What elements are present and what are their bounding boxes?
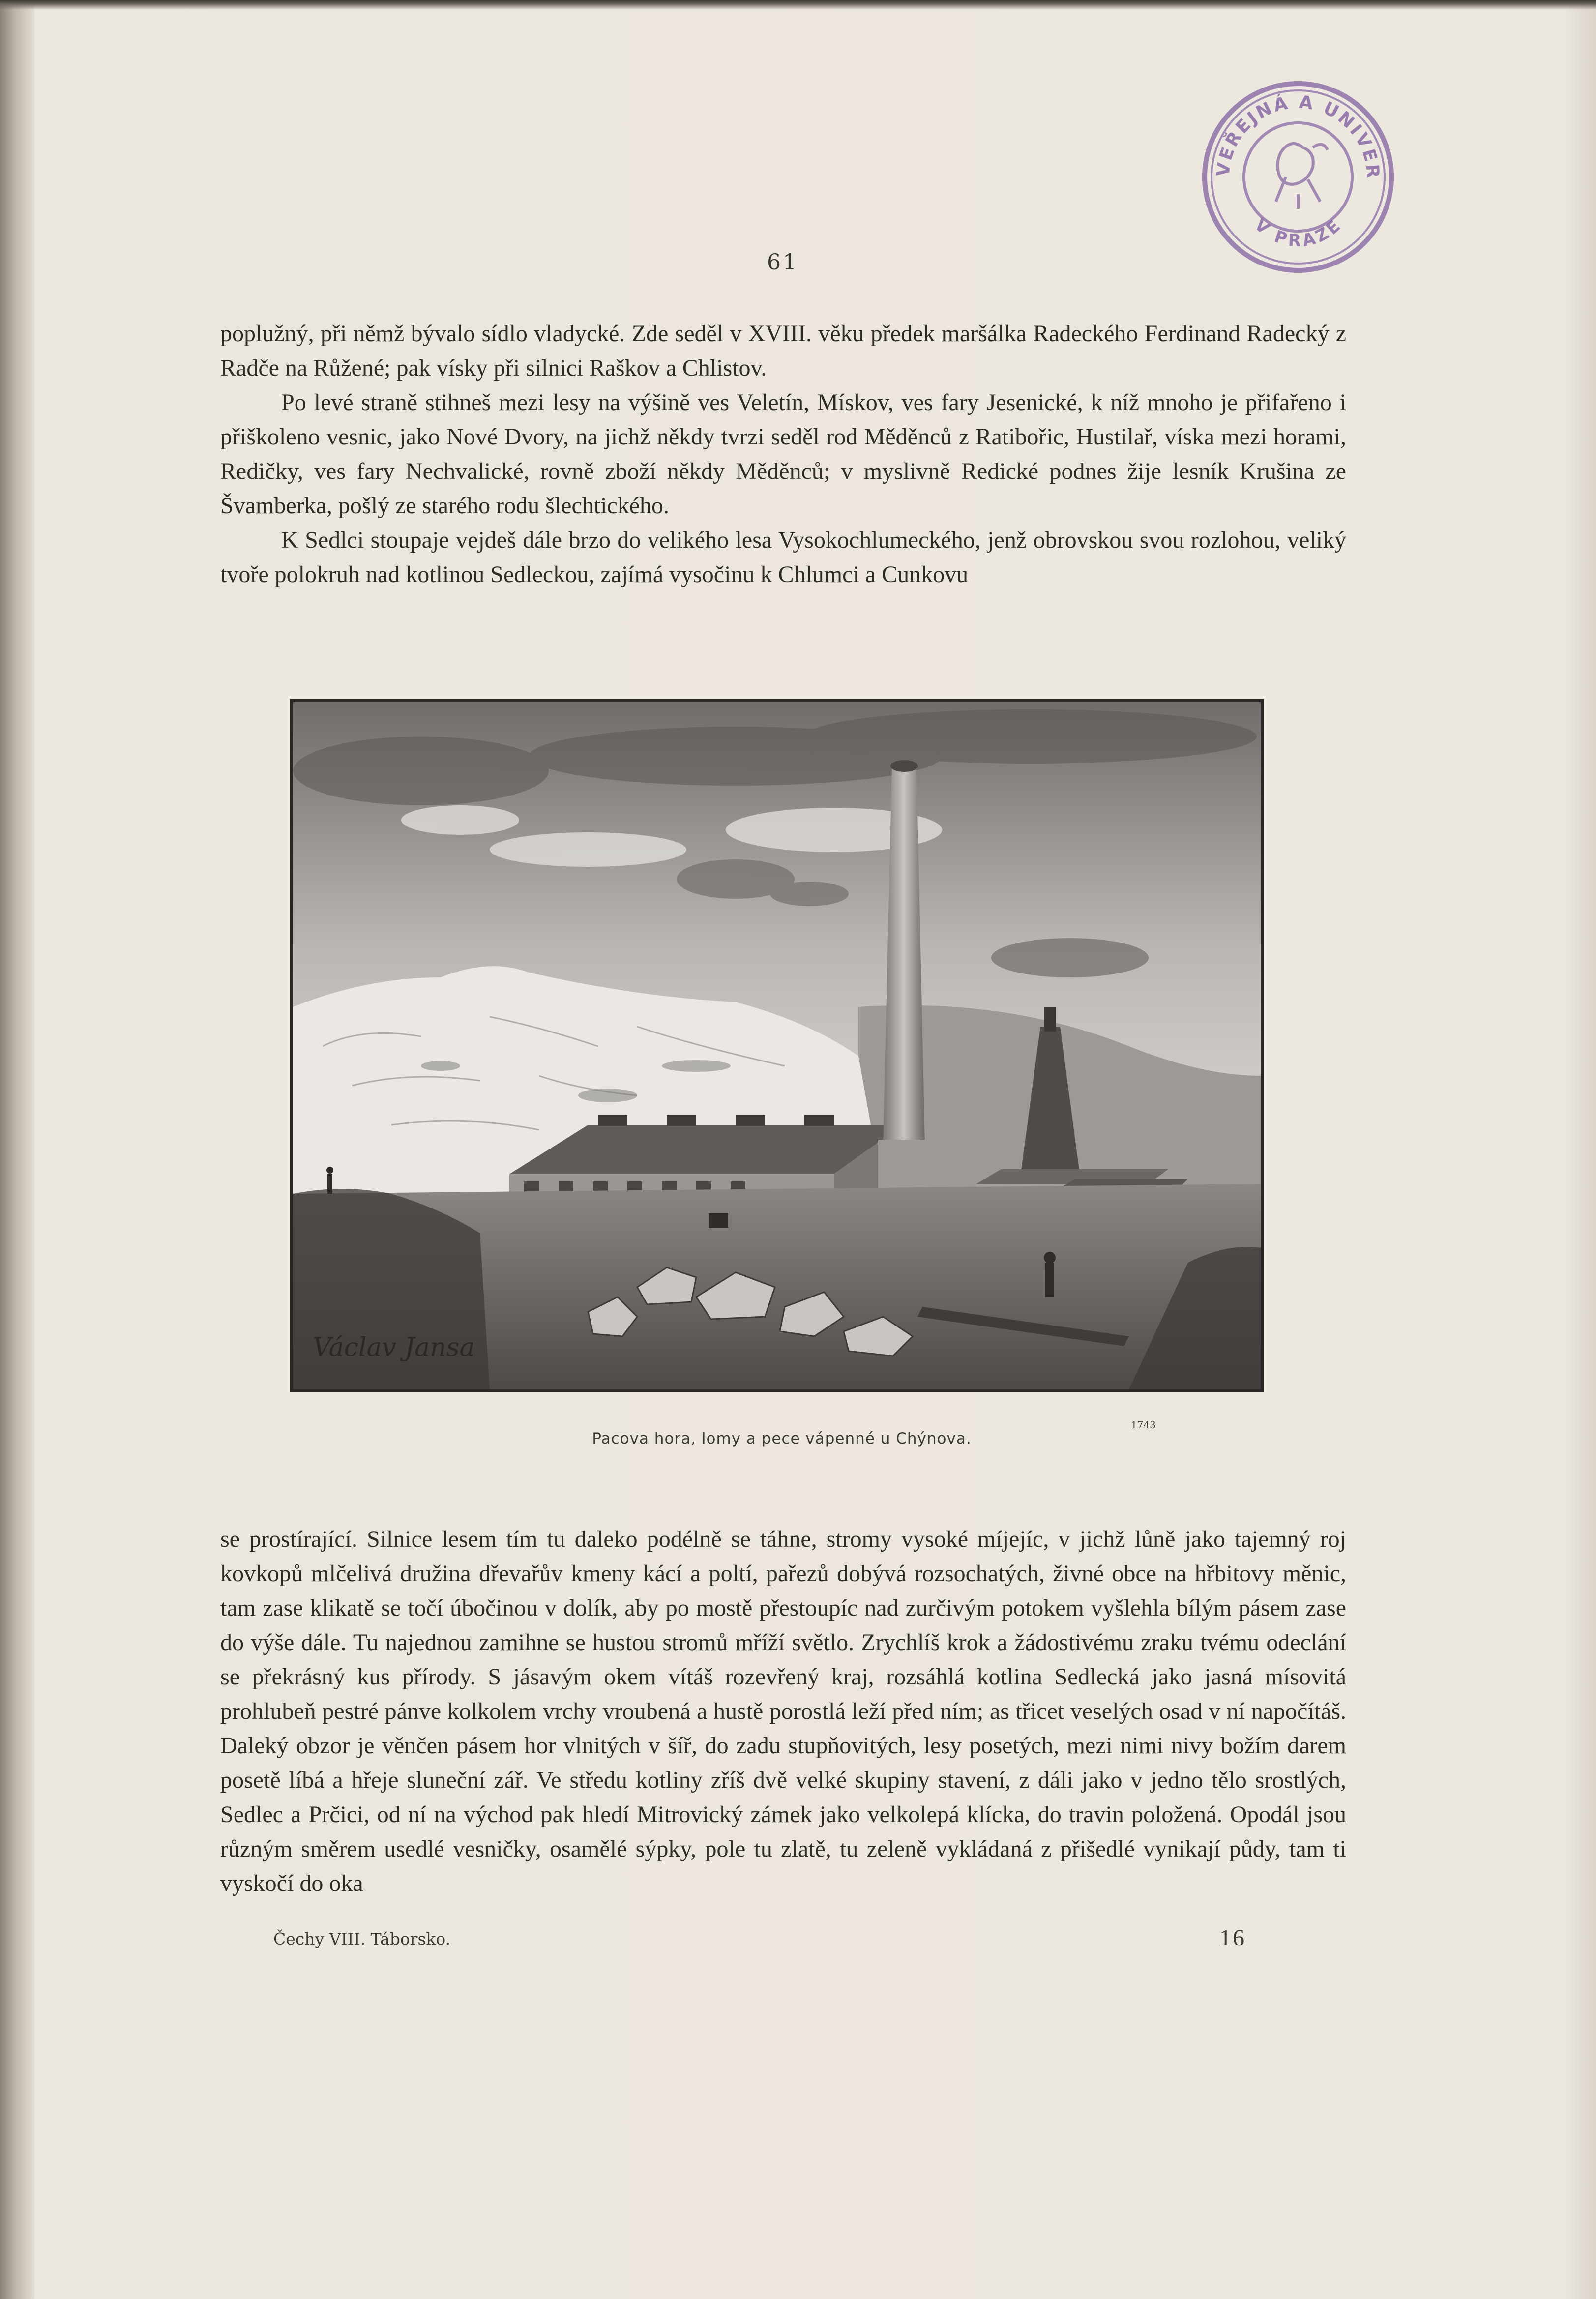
signature-mark: 16 <box>1219 1925 1246 1951</box>
engraving-illustration <box>290 699 1264 1392</box>
page-top-edge <box>0 0 1596 10</box>
svg-text:V PRAZE: V PRAZE <box>1250 214 1347 251</box>
svg-text:VEŘEJNÁ A UNIVERSITNÍ KNIHOVNA: VEŘEJNÁ A UNIVER <box>1213 92 1383 181</box>
library-stamp <box>1200 79 1396 275</box>
plate-number: 1743 <box>1131 1419 1156 1431</box>
paragraph: se prostírající. Silnice lesem tím tu daleko podélně se táhne, stromy vysoké míjejíc, v jichž lůně jako tajemný roj kovkopů mlčelivá družina dřevařův kmeny kácí a poltí, pařezů dobývá rozsochatých, živné obce na hřbitovy měnic, tam zase klikatě se točí úbočinou v dolík, aby po mostě přestoupíc nad zurčivým potokem vyšlehla bílým pásem zase do výše dále. Tu najednou zamihne se hustou stromů mříží světlo. Zrychlíš krok a žádostivému zraku tvému odeclání se překrásný kus přírody. S jásavým okem vítáš rozevřený kraj, rozsáhlá kotlina Sedlecká jako jasná mísovitá prohlubeň pestré pánve kolkolem vrchy vroubená a hustě porostlá leží před ním; as třicet veselých osad v ní napočítáš. Daleký obzor je věnčen pásem hor vlnitých v šíř, do zadu stupňovitých, lesy posetých, mezi nimi nivy božím darem posetě líbá a hřeje sluneční zář. Ve středu kotliny zříš dvě velké skupiny stavení, z dáli jako v jedno tělo srostlých, Sedlec a Prčici, od ní na východ pak hledí Mitrovický zámek jako velkolepá klícka, do travin položená. Opodál jsou různým směrem usedlé vesničky, osamělé sýpky, pole tu zlatě, tu zeleně vykládaná z přišedlé vynikají půdy, tam ti vyskočí do oka <box>220 1526 1346 1896</box>
footer-book-title: Čechy VIII. Táborsko. <box>273 1929 451 1948</box>
paragraph: poplužný, při němž bývalo sídlo vladycké. Zde seděl v XVIII. věku předek maršálka Radeckého Ferdinand Radecký z Radče na Růžené; pak vísky při silnici Raškov a Chlistov. <box>220 321 1346 381</box>
artist-signature: Václav Jansa <box>313 1333 475 1362</box>
paragraph: Po levé straně stihneš mezi lesy na výšině ves Veletín, Mískov, ves fary Jesenické, k níž mnoho je přifařeno i přiškoleno vesnic, jako Nové Dvory, na jichž někdy tvrzi seděl rod Měděnců z Ratibořic, Hustilař, víska mezi horami, Redičky, ves fary Nechvalické, rovně zboží někdy Měděnců; v myslivně Redické podnes žije lesník Krušina ze Švamberka, pošlý ze starého rodu šlechtického. <box>220 389 1346 519</box>
binding-gutter <box>0 0 34 2299</box>
page-number: 61 <box>767 250 798 275</box>
figure-caption: Pacova hora, lomy a pece vápenné u Chýnova. <box>592 1430 972 1447</box>
body-text-bottom <box>220 1522 1346 1901</box>
body-text-top <box>220 317 1346 592</box>
paragraph: K Sedlci stoupaje vejdeš dále brzo do velikého lesa Vysokochlumeckého, jenž obrovskou svou rozlohou, veliký tvoře polokruh nad kotlinou Sedleckou, zajímá vysočinu k Chlumci a Cunkovu <box>220 527 1346 588</box>
